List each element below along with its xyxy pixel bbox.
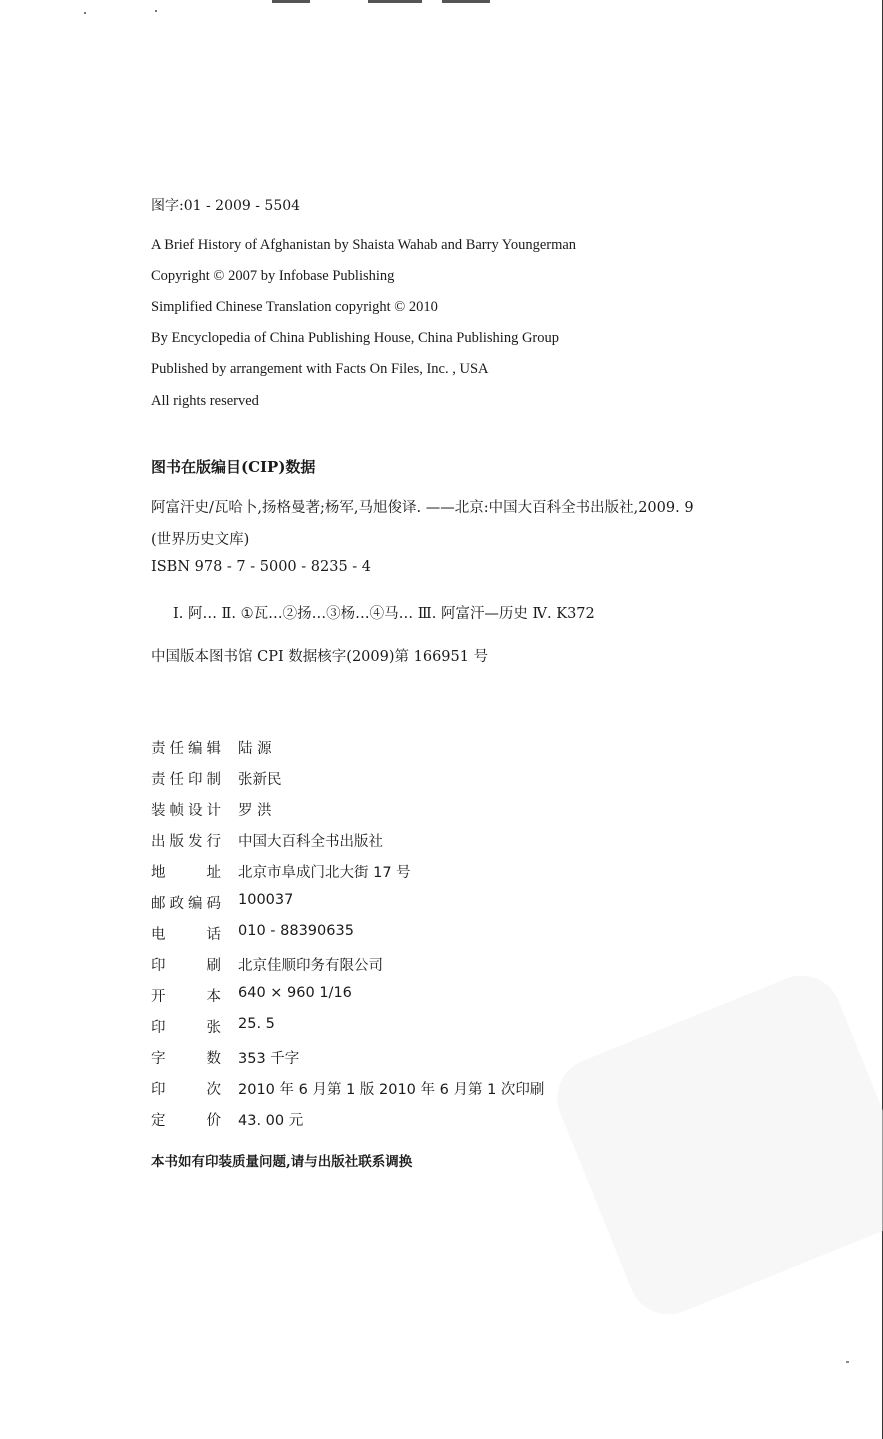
cip-classification: Ⅰ. 阿… Ⅱ. ①瓦…②扬…③杨…④马… Ⅲ. 阿富汗—历史 Ⅳ. K372 bbox=[173, 606, 595, 622]
cip-isbn: ISBN 978 - 7 - 5000 - 8235 - 4 bbox=[151, 559, 372, 575]
imprint-label: 印 刷 bbox=[151, 958, 221, 974]
rights-line: All rights reserved bbox=[151, 393, 259, 409]
imprint-label: 定 价 bbox=[151, 1113, 221, 1129]
scan-dot bbox=[84, 12, 86, 14]
imprint-label: 装 帧 设 计 bbox=[151, 803, 221, 819]
publisher-line: By Encyclopedia of China Publishing House, China Publishing Group bbox=[151, 330, 559, 346]
imprint-label: 出 版 发 行 bbox=[151, 834, 221, 850]
imprint-value: 北京市阜成门北大街 17 号 bbox=[238, 865, 411, 881]
cip-title-line: 阿富汗史/瓦哈卜,扬格曼著;杨军,马旭俊译. ——北京:中国大百科全书出版社,2009. 9 bbox=[151, 500, 694, 516]
scan-dot bbox=[846, 1361, 849, 1363]
imprint-value: 张新民 bbox=[238, 772, 282, 788]
imprint-value: 25. 5 bbox=[238, 1016, 275, 1032]
imprint-label: 印 次 bbox=[151, 1082, 221, 1098]
imprint-label: 责 任 编 辑 bbox=[151, 741, 221, 757]
imprint-value: 43. 00 元 bbox=[238, 1113, 304, 1129]
imprint-value: 2010 年 6 月第 1 版 2010 年 6 月第 1 次印刷 bbox=[238, 1082, 545, 1098]
imprint-label: 字 数 bbox=[151, 1051, 221, 1067]
cip-series: (世界历史文库) bbox=[151, 532, 250, 548]
cip-number: 中国版本图书馆 CPI 数据核字(2009)第 166951 号 bbox=[151, 649, 489, 665]
imprint-label: 地 址 bbox=[151, 865, 221, 881]
scan-artifact bbox=[442, 0, 490, 3]
imprint-label: 责 任 印 制 bbox=[151, 772, 221, 788]
imprint-value: 353 千字 bbox=[238, 1051, 300, 1067]
copyright-line: Copyright © 2007 by Infobase Publishing bbox=[151, 268, 395, 284]
imprint-value: 640 × 960 1/16 bbox=[238, 985, 352, 1001]
quality-notice: 本书如有印装质量问题,请与出版社联系调换 bbox=[151, 1154, 413, 1170]
scan-artifact bbox=[368, 0, 422, 3]
scan-artifact bbox=[272, 0, 310, 3]
imprint-label: 开 本 bbox=[151, 989, 221, 1005]
arrangement-line: Published by arrangement with Facts On Files, Inc. , USA bbox=[151, 361, 489, 377]
scan-dot bbox=[155, 10, 157, 12]
translation-copyright-line: Simplified Chinese Translation copyright © 2010 bbox=[151, 299, 438, 315]
imprint-value: 100037 bbox=[238, 892, 294, 908]
imprint-value: 中国大百科全书出版社 bbox=[238, 834, 383, 850]
cip-heading: 图书在版编目(CIP)数据 bbox=[151, 458, 316, 476]
imprint-label: 邮 政 编 码 bbox=[151, 896, 221, 912]
english-title-line: A Brief History of Afghanistan by Shaista Wahab and Barry Youngerman bbox=[151, 237, 577, 253]
imprint-label: 电 话 bbox=[151, 927, 221, 943]
imprint-value: 010 - 88390635 bbox=[238, 923, 354, 939]
imprint-value: 陆 源 bbox=[238, 741, 272, 757]
registration-number: 图字:01 - 2009 - 5504 bbox=[151, 198, 301, 214]
imprint-value: 罗 洪 bbox=[238, 803, 272, 819]
imprint-label: 印 张 bbox=[151, 1020, 221, 1036]
library-stamp-watermark bbox=[545, 964, 883, 1327]
imprint-value: 北京佳顺印务有限公司 bbox=[238, 958, 383, 974]
